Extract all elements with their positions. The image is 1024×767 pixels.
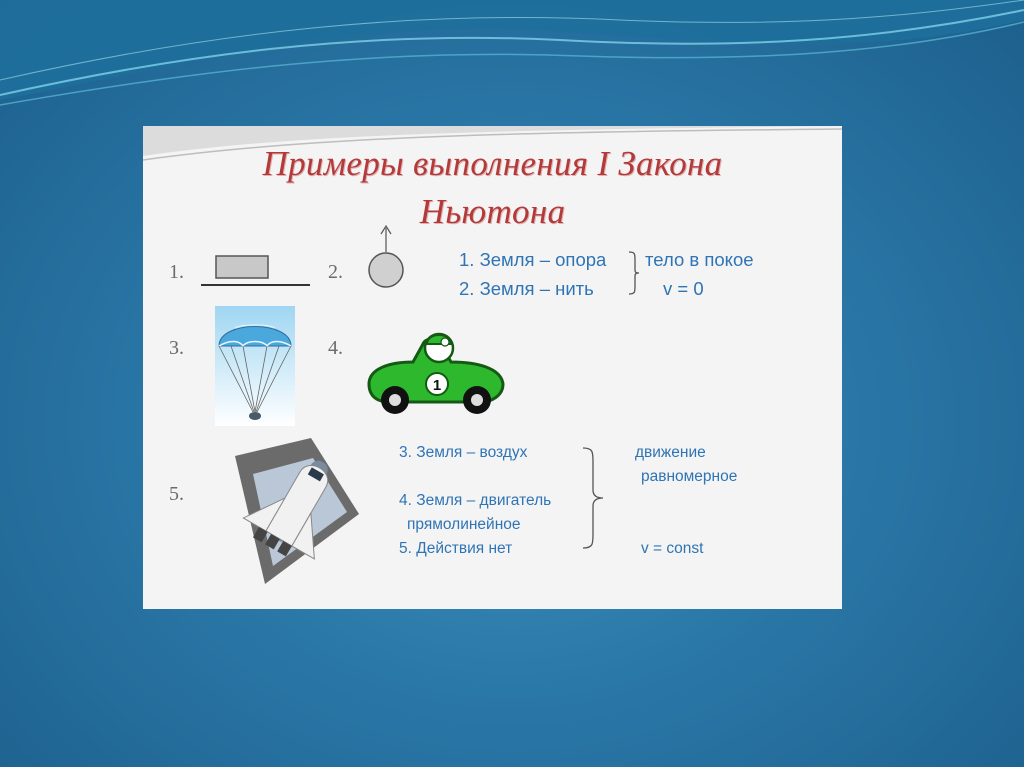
group1-brace [627,250,641,296]
hanging-ball-icon [365,222,407,290]
slide-card [143,126,842,609]
example-number-3: 3. [169,337,184,359]
example-number-2: 2. [328,261,343,283]
slide-title-line2: Ньютона [419,192,566,231]
group2-result2: равномерное [641,468,738,485]
group2-brace [581,446,605,550]
group1-result2: v = 0 [663,278,704,299]
group1-line2: 2. Земля – нить [459,278,594,299]
box-on-surface-icon [198,254,313,290]
parachute-icon [215,306,295,426]
background-wave [0,0,1024,120]
group2-result3: v = const [641,540,704,557]
race-car-icon [361,322,509,422]
group1-line1: 1. Земля – опора [459,249,607,270]
group2-line1: 3. Земля – воздух [399,444,528,461]
car-number: 1 [432,377,442,394]
group2-line2: 4. Земля – двигатель [399,492,552,509]
group1-result1: тело в покое [645,249,754,270]
space-shuttle-icon [213,434,359,584]
group2-result1: движение [635,444,706,461]
example-number-1: 1. [169,261,184,283]
group2-line4: 5. Действия нет [399,540,513,557]
example-number-4: 4. [328,337,343,359]
group2-line3: прямолинейное [407,516,521,533]
example-number-5: 5. [169,483,184,505]
slide-title-line1: Примеры выполнения I Закона [262,144,723,183]
